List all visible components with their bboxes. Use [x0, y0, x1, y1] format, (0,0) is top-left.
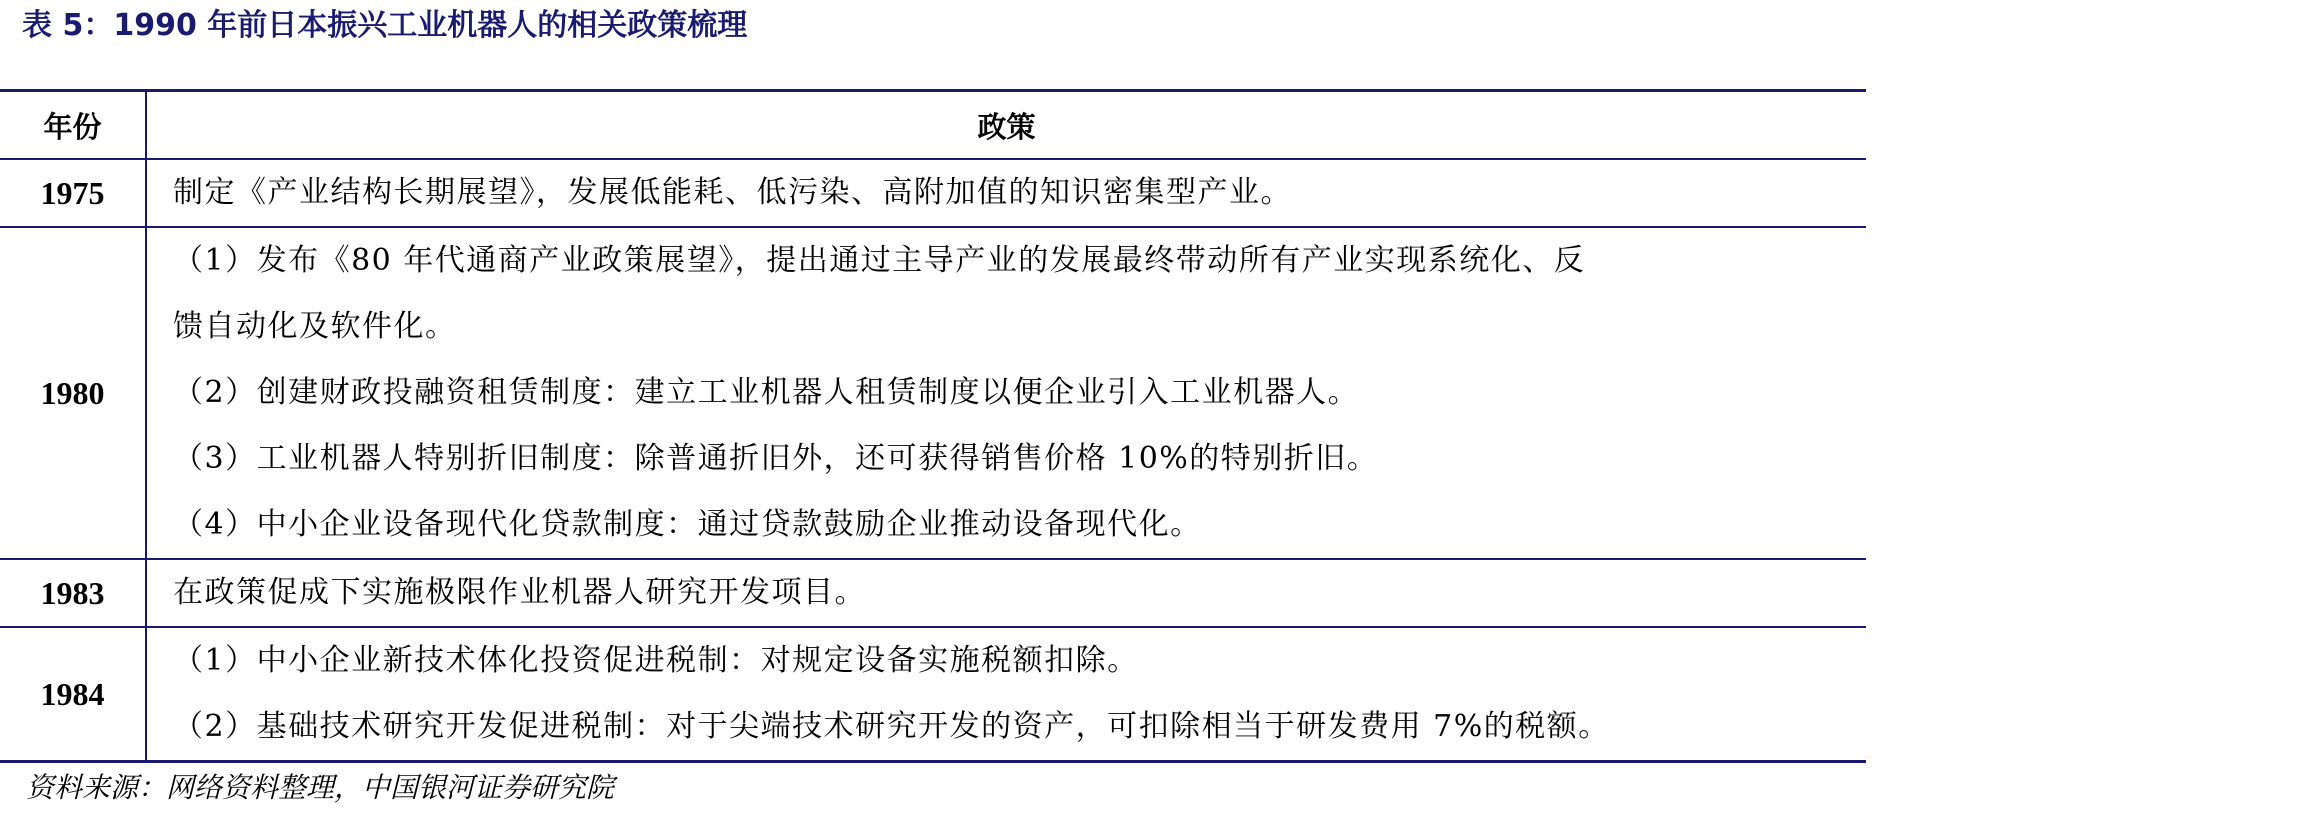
row-year: 1975 — [0, 159, 146, 227]
table-row — [0, 559, 1866, 627]
table-title: 表 5：1990 年前日本振兴工业机器人的相关政策梳理 — [22, 8, 748, 43]
table-header-row — [0, 91, 1866, 160]
table-row — [0, 627, 1866, 762]
column-header-policy: 政策 — [146, 91, 1866, 160]
policy-line: 在政策促成下实施极限作业机器人研究开发项目。 — [173, 575, 866, 610]
policy-line: （4）中小企业设备现代化贷款制度：通过贷款鼓励企业推动设备现代化。 — [173, 507, 1202, 542]
policy-line: 制定《产业结构长期展望》，发展低能耗、低污染、高附加值的知识密集型产业。 — [173, 175, 1292, 210]
row-year: 1983 — [0, 559, 146, 627]
column-header-year: 年份 — [0, 91, 146, 160]
policy-line: 馈自动化及软件化。 — [173, 309, 457, 344]
row-policy — [146, 227, 1866, 559]
row-policy — [146, 559, 1866, 627]
policy-line: （3）工业机器人特别折旧制度：除普通折旧外，还可获得销售价格 10%的特别折旧。 — [173, 441, 1379, 476]
row-year: 1980 — [0, 227, 146, 559]
table-row — [0, 159, 1866, 227]
table-row — [0, 227, 1866, 559]
policy-line: （2）创建财政投融资租赁制度：建立工业机器人租赁制度以便企业引入工业机器人。 — [173, 375, 1360, 410]
policy-line: （2）基础技术研究开发促进税制：对于尖端技术研究开发的资产，可扣除相当于研发费用 7%的税额。 — [173, 709, 1610, 744]
row-year: 1984 — [0, 627, 146, 762]
row-policy — [146, 159, 1866, 227]
policy-line: （1）发布《80 年代通商产业政策展望》，提出通过主导产业的发展最终带动所有产业实现系统化、反 — [173, 243, 1586, 278]
source-note: 资料来源：网络资料整理，中国银河证券研究院 — [26, 771, 615, 804]
row-policy — [146, 627, 1866, 762]
policy-table — [0, 89, 1866, 763]
policy-line: （1）中小企业新技术体化投资促进税制：对规定设备实施税额扣除。 — [173, 643, 1139, 678]
